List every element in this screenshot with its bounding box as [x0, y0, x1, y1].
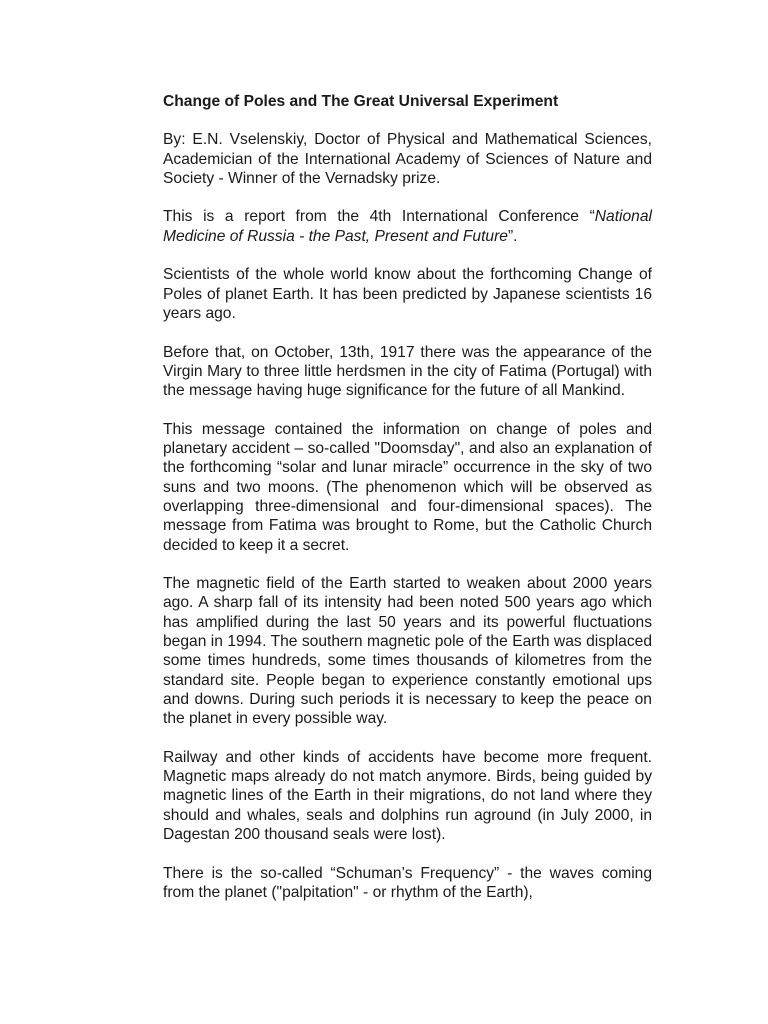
body-paragraph: Before that, on October, 13th, 1917 there was the appearance of the Virgin Mary to three little herdsmen in the city of Fatima (Portugal) with the message having huge significance for the future of all Mankind. — [163, 343, 652, 400]
body-paragraph: There is the so-called “Schuman’s Frequency” - the waves coming from the planet ("palpitation" - or rhythm of the Earth), — [163, 864, 652, 901]
body-paragraph: The magnetic field of the Earth started to weaken about 2000 years ago. A sharp fall of its intensity had been noted 500 years ago which has amplified during the last 50 years and its powerful fluctuations began in 1994. The southern magnetic pole of the Earth was displaced some times hundreds, some times thousands of kilometres from the standard site. People began to experience constantly emotional ups and downs. During such periods it is necessary to keep the peace on the planet in every possible way. — [163, 575, 652, 728]
document-title: Change of Poles and The Great Universal Experiment — [163, 93, 559, 110]
conference-name: National Medicine of Russia - the Past, Present and Future — [163, 208, 652, 245]
body-paragraph: Railway and other kinds of accidents have become more frequent. Magnetic maps already do not match anymore. Birds, being guided by magnetic lines of the Earth in their migrations, do not land where they should and whales, seals and dolphins run aground (in July 2000, in Dagestan 200 thousand seals were lost). — [163, 748, 652, 843]
body-paragraph: This message contained the information on change of poles and planetary accident – so-called "Doomsday", and also an explanation of the forthcoming “solar and lunar miracle” occurrence in the sky of two suns and two moons. (The phenomenon which will be observed as overlapping three-dimensional and four-dimensional spaces). The message from Fatima was brought to Rome, but the Catholic Church decided to keep it a secret. — [163, 420, 652, 554]
author-byline: By: E.N. Vselenskiy, Doctor of Physical and Mathematical Sciences, Academician of the International Academy of Sciences of Nature and Society - Winner of the Vernadsky prize. — [163, 131, 652, 187]
body-paragraph: Scientists of the whole world know about the forthcoming Change of Poles of planet Earth. It has been predicted by Japanese scientists 16 years ago. — [163, 266, 652, 322]
document-body — [163, 92, 652, 921]
report-paragraph — [163, 207, 652, 246]
report-end-text: ”. — [507, 227, 518, 245]
report-intro-text: This is a report from the 4th International Conference “ — [163, 208, 595, 226]
